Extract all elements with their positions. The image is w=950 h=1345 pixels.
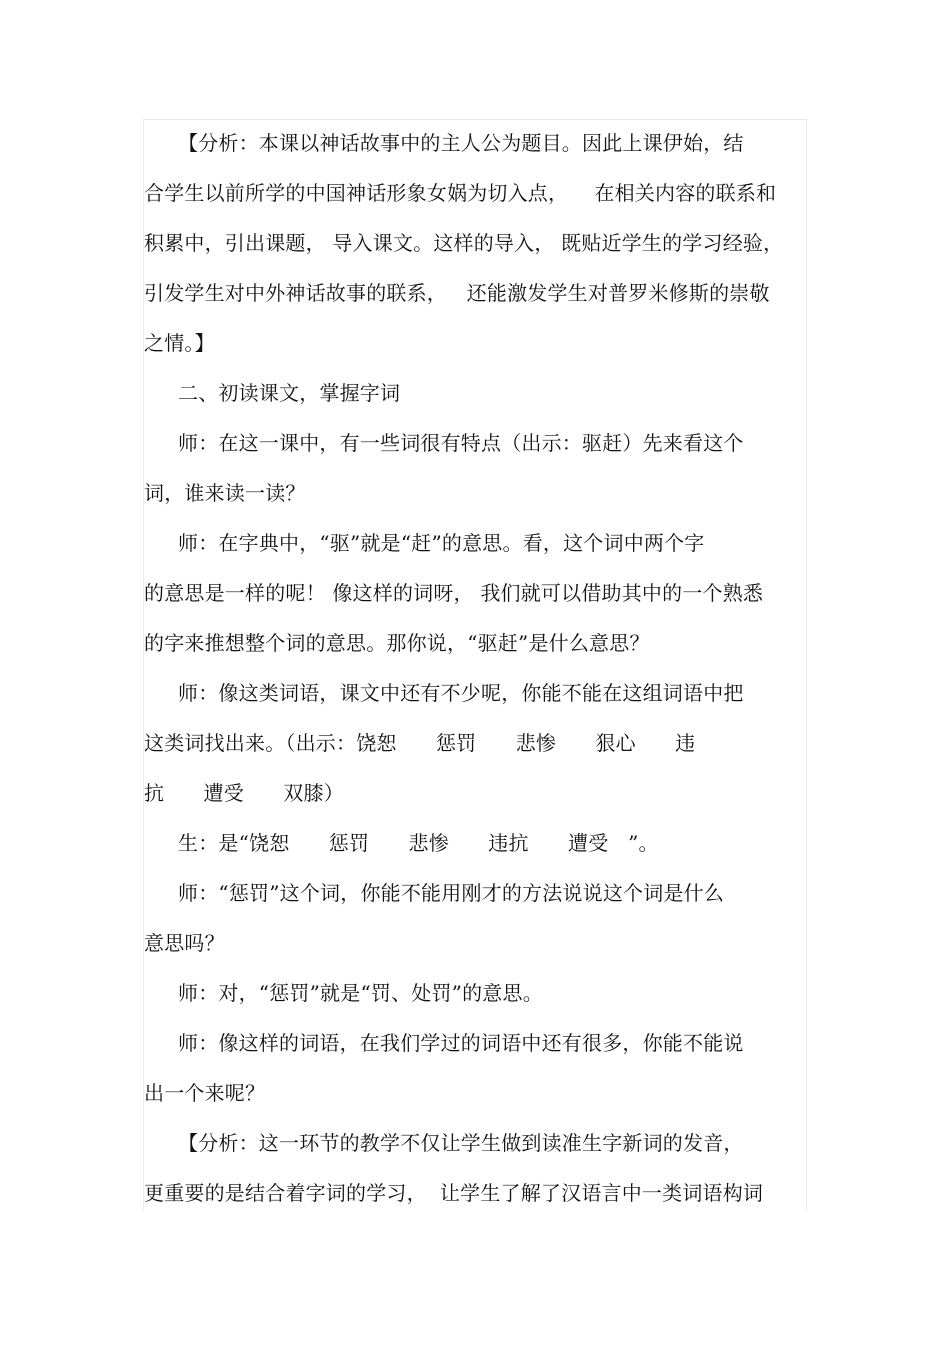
text-line: 师：像这类词语，课文中还有不少呢，你能不能在这组词语中把 [178,681,744,705]
text-line: 这类词找出来。（出示：饶恕 惩罚 悲惨 狠心 违 [144,731,696,755]
text-line: 引发学生对中外神话故事的联系， 还能激发学生对普罗米修斯的崇敬 [144,281,770,305]
text-line: 师：对，“惩罚”就是“罚、处罚”的意思。 [178,981,543,1005]
text-line: 合学生以前所学的中国神话形象女娲为切入点， 在相关内容的联系和 [144,181,777,205]
text-line: 师：在字典中，“驱”就是“赶”的意思。看，这个词中两个字 [178,531,705,555]
text-line: 师：在这一课中，有一些词很有特点（出示：驱赶）先来看这个 [178,431,744,455]
text-line: 二、初读课文，掌握字词 [178,381,401,405]
text-line: 抗 遭受 双膝） [144,781,344,805]
text-line: 的意思是一样的呢！ 像这样的词呀， 我们就可以借助其中的一个熟悉 [144,581,764,605]
text-line: 师：“惩罚”这个词，你能不能用刚才的方法说说这个词是什么 [178,881,725,905]
text-line: 的字来推想整个词的意思。那你说，“驱赶”是什么意思？ [144,631,650,655]
text-line: 积累中，引出课题， 导入课文。这样的导入， 既贴近学生的学习经验， [144,231,784,255]
text-line: 意思吗？ [144,931,225,955]
text-line: 词，谁来读一读？ [144,481,306,505]
text-line: 更重要的是结合着字词的学习， 让学生了解了汉语言中一类词语构词 [144,1181,764,1205]
text-line: 师：像这样的词语，在我们学过的词语中还有很多，你能不能说 [178,1031,744,1055]
text-line: 【分析：本课以神话故事中的主人公为题目。因此上课伊始，结 [178,131,744,155]
text-line: 【分析：这一环节的教学不仅让学生做到读准生字新词的发音， [178,1131,744,1155]
text-line: 出一个来呢？ [144,1081,266,1105]
text-line: 生：是“饶恕 惩罚 悲惨 违抗 遭受 ”。 [178,831,659,855]
document-body [144,118,824,1218]
text-line: 之情。】 [144,331,215,355]
